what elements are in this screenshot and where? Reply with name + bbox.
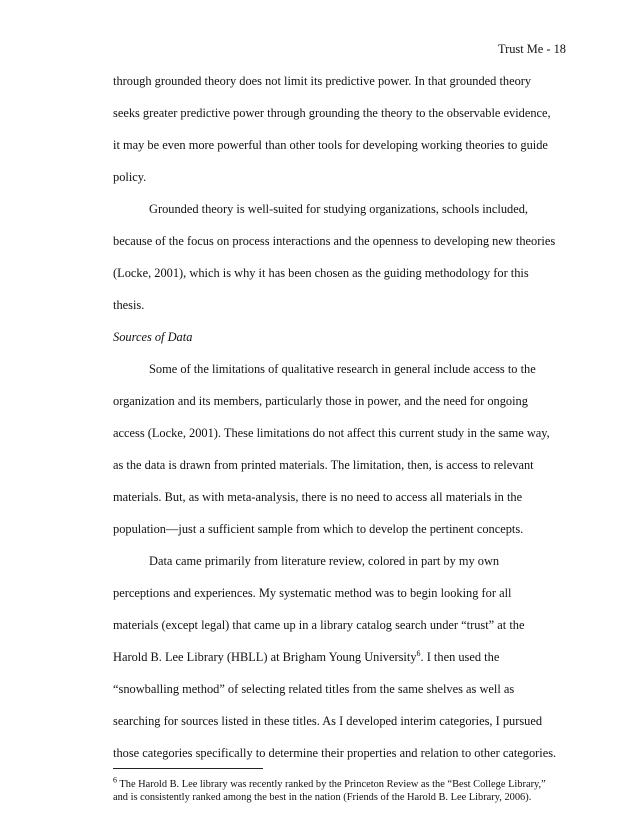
body-text: Harold B. Lee Library (HBLL) at Brigham Young University — [113, 650, 417, 664]
body-line: as the data is drawn from printed materials. The limitation, then, is access to relevant — [113, 458, 534, 472]
body-line: seeks greater predictive power through grounding the theory to the observable evidence, — [113, 106, 551, 120]
body-line: thesis. — [113, 298, 145, 312]
body-line: Grounded theory is well-suited for studying organizations, schools included, — [149, 202, 528, 216]
body-line: Some of the limitations of qualitative research in general include access to the — [149, 362, 536, 376]
running-head: Trust Me - 18 — [497, 42, 566, 56]
body-line: through grounded theory does not limit its predictive power. In that grounded theory — [113, 74, 532, 88]
footnote-line — [113, 775, 546, 791]
body-line: it may be even more powerful than other tools for developing working theories to guide — [113, 138, 548, 152]
body-text: . I then used the — [420, 650, 500, 664]
body-line: “snowballing method” of selecting related titles from the same shelves as well as — [113, 682, 515, 696]
body-line: (Locke, 2001), which is why it has been chosen as the guiding methodology for this — [113, 266, 529, 280]
footnote-line: and is consistently ranked among the best in the nation (Friends of the Harold B. Lee Library, 2006). — [113, 792, 532, 803]
body-line: materials. But, as with meta-analysis, there is no need to access all materials in the — [113, 490, 523, 504]
body-line: access (Locke, 2001). These limitations do not affect this current study in the same way, — [113, 426, 550, 440]
body-line: policy. — [113, 170, 147, 184]
body-line: population—just a sufficient sample from which to develop the pertinent concepts. — [113, 522, 524, 536]
section-heading: Sources of Data — [113, 330, 193, 344]
body-line: materials (except legal) that came up in a library catalog search under “trust” at the — [113, 618, 525, 632]
body-line: perceptions and experiences. My systematic method was to begin looking for all — [113, 586, 512, 600]
body-line: searching for sources listed in these titles. As I developed interim categories, I pursued — [113, 714, 543, 728]
footnote-reference[interactable]: 6 — [416, 648, 421, 658]
body-line: because of the focus on process interactions and the openness to developing new theories — [113, 234, 556, 248]
body-line-hbll — [113, 649, 499, 665]
footnote-text: The Harold B. Lee library was recently ranked by the Princeton Review as the “Best College Library,” — [117, 779, 546, 790]
body-line: organization and its members, particularly those in power, and the need for ongoing — [113, 394, 528, 408]
footnote-number: 6 — [113, 775, 117, 785]
body-line: Data came primarily from literature review, colored in part by my own — [149, 554, 500, 568]
footnote-divider — [113, 768, 263, 769]
body-line: those categories specifically to determine their properties and relation to other categories. — [113, 746, 557, 760]
